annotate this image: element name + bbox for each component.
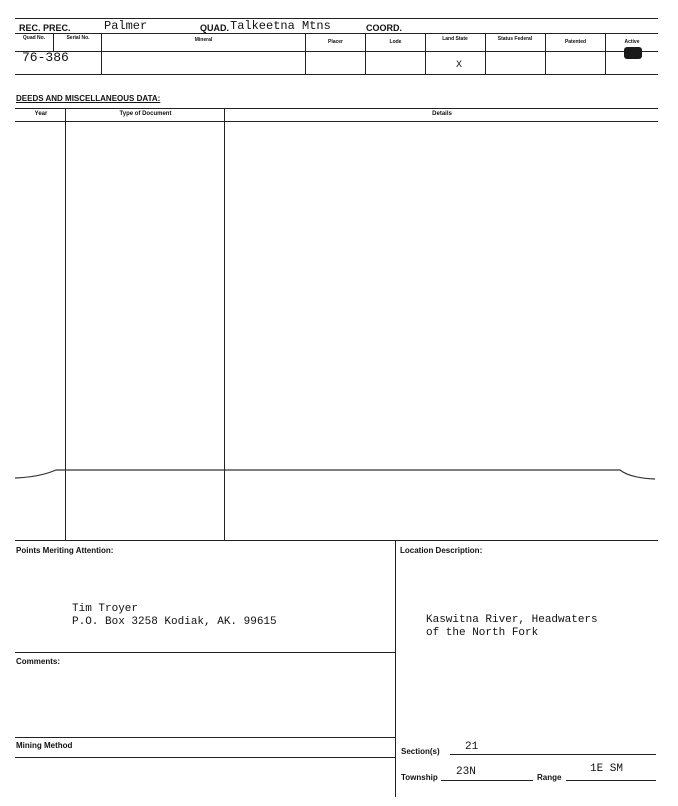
deeds-table-header-rule: [15, 121, 658, 122]
township-label: Township: [401, 773, 438, 782]
range-value: 1E SM: [590, 763, 624, 775]
col-header-land-state: Land State: [442, 36, 468, 42]
claim-col-divider: [53, 34, 54, 51]
col-header-patented: Patented: [564, 39, 587, 45]
lower-section-divider: [395, 540, 396, 797]
header-top-rule: [15, 18, 658, 19]
mining-method-bottom-rule: [15, 757, 395, 758]
col-header-placer: Placer: [327, 39, 343, 45]
claim-col-divider: [425, 34, 426, 74]
range-label: Range: [537, 773, 562, 782]
points-address: P.O. Box 3258 Kodiak, AK. 99615: [72, 616, 277, 628]
col-header-mineral: Mineral: [194, 37, 213, 43]
range-underline: [566, 780, 656, 781]
claim-table-bottom-rule: [15, 74, 658, 75]
section-label: Section(s): [401, 747, 440, 756]
location-label: Location Description:: [400, 546, 483, 555]
section-value: 21: [465, 741, 479, 753]
col-header-quad-no: Quad No.: [22, 35, 46, 41]
land-state-mark: X: [456, 60, 463, 71]
quad-value: Talkeetna Mtns: [230, 19, 331, 33]
deeds-table-top-rule: [15, 108, 658, 109]
deeds-section-title: DEEDS AND MISCELLANEOUS DATA:: [16, 94, 161, 103]
quad-serial-value: 76-386: [22, 50, 69, 65]
points-label: Points Meriting Attention:: [16, 546, 114, 555]
comments-label: Comments:: [16, 657, 61, 666]
col-header-active: Active: [624, 39, 640, 45]
claim-table-top-rule: [15, 33, 658, 34]
comments-top-rule: [15, 652, 395, 653]
rec-prec-value: Palmer: [104, 19, 148, 33]
section-underline: [450, 754, 656, 755]
deeds-table-bottom-rule: [15, 540, 658, 541]
page-fold-line: [0, 460, 678, 490]
col-header-lode: Lode: [389, 39, 402, 45]
township-underline: [441, 780, 533, 781]
coord-label: COORD.: [366, 23, 402, 33]
township-value: 23N: [456, 766, 476, 778]
points-name: Tim Troyer: [72, 603, 139, 615]
deeds-col-details: Details: [432, 111, 452, 117]
location-text: Kaswitna River, Headwaters of the North Fork: [426, 614, 598, 639]
quad-label: QUAD.: [200, 23, 229, 33]
ink-blot: [624, 47, 642, 59]
deeds-col-year: Year: [34, 111, 48, 117]
col-header-status-federal: Status Federal: [497, 36, 533, 42]
mining-method-top-rule: [15, 737, 395, 738]
col-header-serial-no: Serial No.: [66, 35, 90, 41]
rec-prec-label: REC. PREC.: [19, 23, 71, 33]
claim-col-divider: [485, 34, 486, 74]
deeds-col-type: Type of Document: [119, 111, 172, 117]
claim-table-header-rule: [15, 51, 658, 52]
mining-method-label: Mining Method: [16, 741, 73, 750]
